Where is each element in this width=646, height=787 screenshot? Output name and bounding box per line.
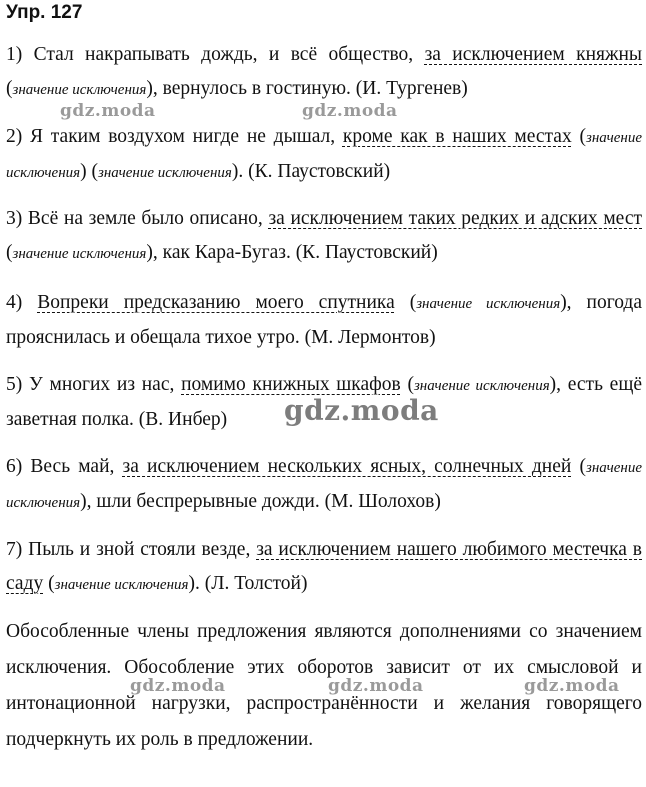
exception-phrase: Вопреки предсказанию моего спутника xyxy=(37,292,395,313)
sentence-text: Стал накрапывать дождь, и всё общество, xyxy=(22,44,425,65)
sentence-number: 1) xyxy=(6,44,23,65)
sentence-text xyxy=(22,292,37,313)
sentence-6: 6) Весь май, за исключением нескольких ясных, солнечных дней (значение исключения), шли беспрерывные дожди. (М. Шолохов) xyxy=(6,456,642,512)
exception-phrase: за исключением нескольких ясных, солнечных дней xyxy=(122,456,572,477)
sentence-text: Я таким воздухом нигде не дышал, xyxy=(22,126,343,147)
sentence-number: 2) xyxy=(6,126,23,147)
sentence-text: Пыль и зной стояли везде, xyxy=(22,539,257,560)
annotation-note: значение исключения xyxy=(54,577,189,593)
sentence-1: 1) Стал накрапывать дождь, и всё общество, за исключением княжны (значение исключения), вернулось в гостиную. (И. Тургенев) xyxy=(6,44,642,99)
annotation-note: значение исключения xyxy=(12,82,147,98)
exception-phrase: за исключением нашего любимого местечка в саду xyxy=(6,539,642,594)
annotation-note: значение исключения xyxy=(6,130,642,181)
sentence-text: ), есть ещё заветная полка. (В. Инбер) xyxy=(6,374,642,430)
watermark-logo: gdz.moda xyxy=(328,676,424,696)
watermark-logo: gdz.moda xyxy=(60,101,156,121)
exercise-title: Упр. 127 xyxy=(6,2,83,23)
sentence-text: ). (К. Паустовский) xyxy=(231,161,391,182)
sentence-text: ), как Кара-Бугаз. (К. Паустовский) xyxy=(146,242,438,263)
annotation-note: значение исключения xyxy=(416,296,561,312)
sentence-number: 4) xyxy=(6,292,23,313)
sentence-number: 7) xyxy=(6,539,23,560)
exception-phrase: за исключением таких редких и адских мест xyxy=(268,208,642,229)
watermark-logo: gdz.moda xyxy=(302,101,398,121)
sentence-number: 3) xyxy=(6,208,23,229)
sentence-number: 5) xyxy=(6,374,23,395)
conclusion-text: Обособленные члены предложения являются дополнениями со значением исключения. Обособление этих оборотов зависит от их смысловой и интонационной нагрузки, распространённости и желания говорящего подчеркнуть их роль в предложении. xyxy=(6,621,642,750)
exception-phrase: за исключением княжны xyxy=(424,44,642,65)
sentence-7: 7) Пыль и зной стояли везде, за исключением нашего любимого местечка в саду (значение исключения). (Л. Толстой) xyxy=(6,539,642,594)
annotation-note: значение исключения xyxy=(12,246,147,262)
sentence-5: 5) У многих из нас, помимо книжных шкафов (значение исключения), есть ещё заветная полка. (В. Инбер) xyxy=(6,374,642,430)
sentence-3: 3) Всё на земле было описано, за исключением таких редких и адских мест (значение исключения), как Кара-Бугаз. (К. Паустовский) xyxy=(6,208,642,263)
annotation-note: значение исключения xyxy=(98,165,232,181)
exception-phrase: кроме как в наших местах xyxy=(342,126,572,147)
watermark-logo: gdz.moda xyxy=(284,394,439,427)
sentence-text: Всё на земле было описано, xyxy=(22,208,269,229)
watermark-logo: gdz.moda xyxy=(130,676,226,696)
annotation-note: значение исключения xyxy=(413,378,550,394)
sentence-text: У многих из нас, xyxy=(22,374,182,395)
annotation-note: значение исключения xyxy=(6,460,642,511)
sentence-number: 6) xyxy=(6,456,23,477)
sentence-2: 2) Я таким воздухом нигде не дышал, кроме как в наших местах (значение исключения) (значение исключения). (К. Паустовский) xyxy=(6,126,642,182)
watermark-logo: gdz.moda xyxy=(524,676,620,696)
exception-phrase: помимо книжных шкафов xyxy=(181,374,401,395)
sentence-text: ). (Л. Толстой) xyxy=(188,573,308,594)
sentence-text: ), шли беспрерывные дожди. (М. Шолохов) xyxy=(80,491,441,512)
sentence-text: ), вернулось в гостиную. (И. Тургенев) xyxy=(146,78,468,99)
sentence-4: 4) Вопреки предсказанию моего спутника (значение исключения), погода прояснилась и обещала тихое утро. (М. Лермонтов) xyxy=(6,292,642,348)
sentence-text: Весь май, xyxy=(22,456,123,477)
sentence-text: ), погода прояснилась и обещала тихое утро. (М. Лермонтов) xyxy=(6,292,642,348)
